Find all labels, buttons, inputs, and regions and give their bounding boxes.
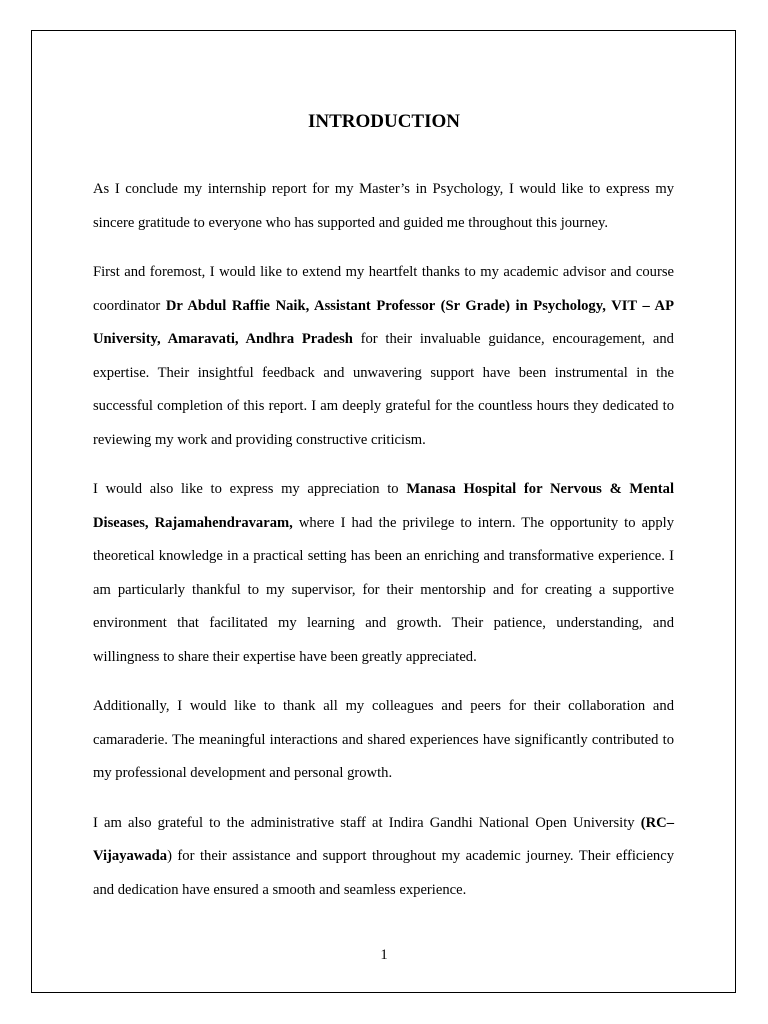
text-run: I would also like to express my appreciation to bbox=[93, 481, 407, 497]
bold-text-run: Dr Abdul Raffie Naik, Assistant Professor (Sr Grade) in Psychology, VIT – AP University, Amaravati, Andhra Pradesh bbox=[93, 297, 674, 347]
bold-text-run: Manasa Hospital for Nervous & Mental Diseases, Rajamahendravaram, bbox=[93, 481, 675, 531]
text-run: As I conclude my internship report for my Master’s in Psychology, I would like to express my sincere gratitude to everyone who has supported and guided me throughout this journey. bbox=[93, 181, 674, 231]
paragraph-5 bbox=[93, 807, 674, 908]
text-run: where I had the privilege to intern. The opportunity to apply theoretical knowledge in a practical setting has been an enriching and transformative experience. I am particularly thankful to my supervisor, for their mentorship and for creating a supportive environment that facilitated my learning and growth. Their patience, understanding, and willingness to share their expertise have been greatly appreciated. bbox=[93, 514, 674, 665]
bold-text-run: (RC–Vijayawada bbox=[93, 814, 674, 864]
text-run: for their invaluable guidance, encouragement, and expertise. Their insightful feedback and unwavering support have been instrumental in the successful completion of this report. I am deeply grateful for the countless hours they dedicated to reviewing my work and providing constructive criticism. bbox=[93, 331, 674, 448]
text-run: I am also grateful to the administrative staff at Indira Gandhi National Open University bbox=[93, 814, 641, 831]
paragraph-1 bbox=[93, 173, 674, 240]
paragraph-2 bbox=[93, 256, 674, 457]
paragraph-3 bbox=[93, 473, 674, 674]
paragraph-4 bbox=[93, 690, 674, 791]
text-run: Additionally, I would like to thank all my colleagues and peers for their collaboration and camaraderie. The meaningful interactions and shared experiences have significantly contributed to my professional development and personal growth. bbox=[93, 698, 674, 781]
document-body bbox=[93, 173, 674, 923]
page-number: 1 bbox=[380, 947, 388, 963]
page-title: INTRODUCTION bbox=[307, 111, 461, 132]
text-run: First and foremost, I would like to extend my heartfelt thanks to my academic advisor and course coordinator bbox=[93, 264, 674, 314]
text-run: ) for their assistance and support throughout my academic journey. Their efficiency and dedication have ensured a smooth and seamless experience. bbox=[93, 848, 674, 898]
